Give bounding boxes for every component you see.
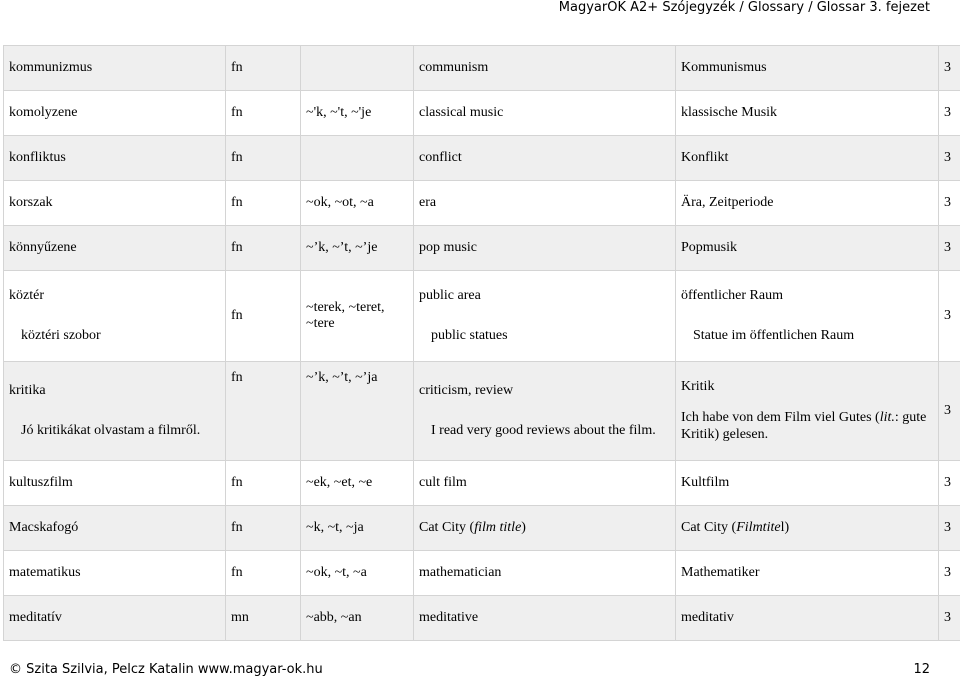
entry-german: Mathematiker bbox=[676, 551, 939, 596]
entry-forms bbox=[301, 136, 414, 181]
entry-german: Cat City (Filmtitel) bbox=[676, 506, 939, 551]
entry-forms: ~ok, ~t, ~a bbox=[301, 551, 414, 596]
entry-pos: fn bbox=[226, 271, 301, 362]
entry-pos: fn bbox=[226, 226, 301, 271]
entry-chapter: 3 bbox=[939, 226, 960, 271]
entry-chapter: 3 bbox=[939, 461, 960, 506]
entry-chapter: 3 bbox=[939, 91, 960, 136]
entry-german: Kultfilm bbox=[676, 461, 939, 506]
table-row bbox=[4, 46, 960, 91]
table-row bbox=[4, 506, 960, 551]
entry-word: Macskafogó bbox=[4, 506, 226, 551]
entry-german: öffentlicher Raum bbox=[681, 288, 783, 303]
entry-english: Cat City (film title) bbox=[414, 506, 676, 551]
entry-pos: fn bbox=[226, 506, 301, 551]
entry-forms bbox=[301, 46, 414, 91]
entry-german: klassische Musik bbox=[676, 91, 939, 136]
entry-english: mathematician bbox=[414, 551, 676, 596]
entry-german: Kommunismus bbox=[676, 46, 939, 91]
entry-german-example: Statue im öffentlichen Raum bbox=[693, 328, 855, 343]
entry-german-with-example bbox=[676, 362, 939, 461]
entry-english: cult film bbox=[414, 461, 676, 506]
entry-word: kultuszfilm bbox=[4, 461, 226, 506]
entry-chapter: 3 bbox=[939, 362, 960, 461]
entry-english: communism bbox=[414, 46, 676, 91]
table-row bbox=[4, 181, 960, 226]
entry-forms: ~'k, ~'t, ~'je bbox=[301, 91, 414, 136]
entry-pos: fn bbox=[226, 551, 301, 596]
entry-forms: ~terek, ~teret, ~tere bbox=[301, 271, 414, 362]
table-row-kozter bbox=[4, 271, 960, 362]
entry-word: könnyűzene bbox=[4, 226, 226, 271]
entry-pos: fn bbox=[226, 91, 301, 136]
header-title: MagyarOK A2+ Szójegyzék / Glossary / Glossar 3. fejezet bbox=[558, 0, 930, 15]
entry-english-example: I read very good reviews about the film. bbox=[431, 423, 656, 438]
entry-english: meditative bbox=[414, 596, 676, 641]
entry-english: conflict bbox=[414, 136, 676, 181]
table-row bbox=[4, 596, 960, 641]
entry-forms: ~k, ~t, ~ja bbox=[301, 506, 414, 551]
entry-english: criticism, review bbox=[419, 383, 514, 398]
entry-chapter: 3 bbox=[939, 506, 960, 551]
entry-german-with-example bbox=[676, 271, 939, 362]
table-row-kritika bbox=[4, 362, 960, 461]
entry-forms: ~ek, ~et, ~e bbox=[301, 461, 414, 506]
entry-forms: ~’k, ~’t, ~’je bbox=[301, 226, 414, 271]
entry-word: köztér bbox=[9, 288, 44, 303]
page-header bbox=[0, 0, 960, 20]
table-row bbox=[4, 91, 960, 136]
entry-pos: fn bbox=[226, 362, 301, 461]
table-row bbox=[4, 136, 960, 181]
entry-word: kommunizmus bbox=[4, 46, 226, 91]
entry-word: kritika bbox=[9, 383, 46, 398]
entry-word: meditatív bbox=[4, 596, 226, 641]
entry-german-example: Ich habe von dem Film viel Gutes (lit.: gute Kritik) gelesen. bbox=[681, 410, 927, 442]
entry-pos: mn bbox=[226, 596, 301, 641]
entry-german: Popmusik bbox=[676, 226, 939, 271]
entry-pos: fn bbox=[226, 181, 301, 226]
entry-chapter: 3 bbox=[939, 46, 960, 91]
entry-english: public area bbox=[419, 288, 481, 303]
entry-example: Jó kritikákat olvastam a filmről. bbox=[21, 423, 201, 438]
table-row bbox=[4, 226, 960, 271]
entry-english: classical music bbox=[414, 91, 676, 136]
entry-english-with-example bbox=[414, 271, 676, 362]
entry-english-with-example bbox=[414, 362, 676, 461]
entry-chapter: 3 bbox=[939, 136, 960, 181]
entry-pos: fn bbox=[226, 46, 301, 91]
entry-german: meditativ bbox=[676, 596, 939, 641]
entry-german: Konflikt bbox=[676, 136, 939, 181]
entry-english: era bbox=[414, 181, 676, 226]
footer-credit: © Szita Szilvia, Pelcz Katalin www.magyar-ok.hu bbox=[9, 662, 323, 677]
entry-german: Kritik bbox=[681, 379, 715, 394]
entry-chapter: 3 bbox=[939, 551, 960, 596]
entry-word: matematikus bbox=[4, 551, 226, 596]
page-footer bbox=[0, 656, 960, 679]
entry-word-with-example bbox=[4, 271, 226, 362]
entry-pos: fn bbox=[226, 136, 301, 181]
glossary-table bbox=[3, 45, 960, 641]
entry-example: köztéri szobor bbox=[21, 328, 101, 343]
entry-chapter: 3 bbox=[939, 181, 960, 226]
table-row bbox=[4, 461, 960, 506]
entry-forms: ~abb, ~an bbox=[301, 596, 414, 641]
entry-forms: ~ok, ~ot, ~a bbox=[301, 181, 414, 226]
table-row bbox=[4, 551, 960, 596]
entry-english-example: public statues bbox=[431, 328, 508, 343]
entry-forms: ~’k, ~’t, ~’ja bbox=[301, 362, 414, 461]
entry-word: komolyzene bbox=[4, 91, 226, 136]
page-number: 12 bbox=[913, 662, 930, 677]
entry-pos: fn bbox=[226, 461, 301, 506]
entry-word: korszak bbox=[4, 181, 226, 226]
entry-word: konfliktus bbox=[4, 136, 226, 181]
entry-word-with-example bbox=[4, 362, 226, 461]
entry-chapter: 3 bbox=[939, 596, 960, 641]
entry-chapter: 3 bbox=[939, 271, 960, 362]
entry-german: Ära, Zeitperiode bbox=[676, 181, 939, 226]
entry-english: pop music bbox=[414, 226, 676, 271]
